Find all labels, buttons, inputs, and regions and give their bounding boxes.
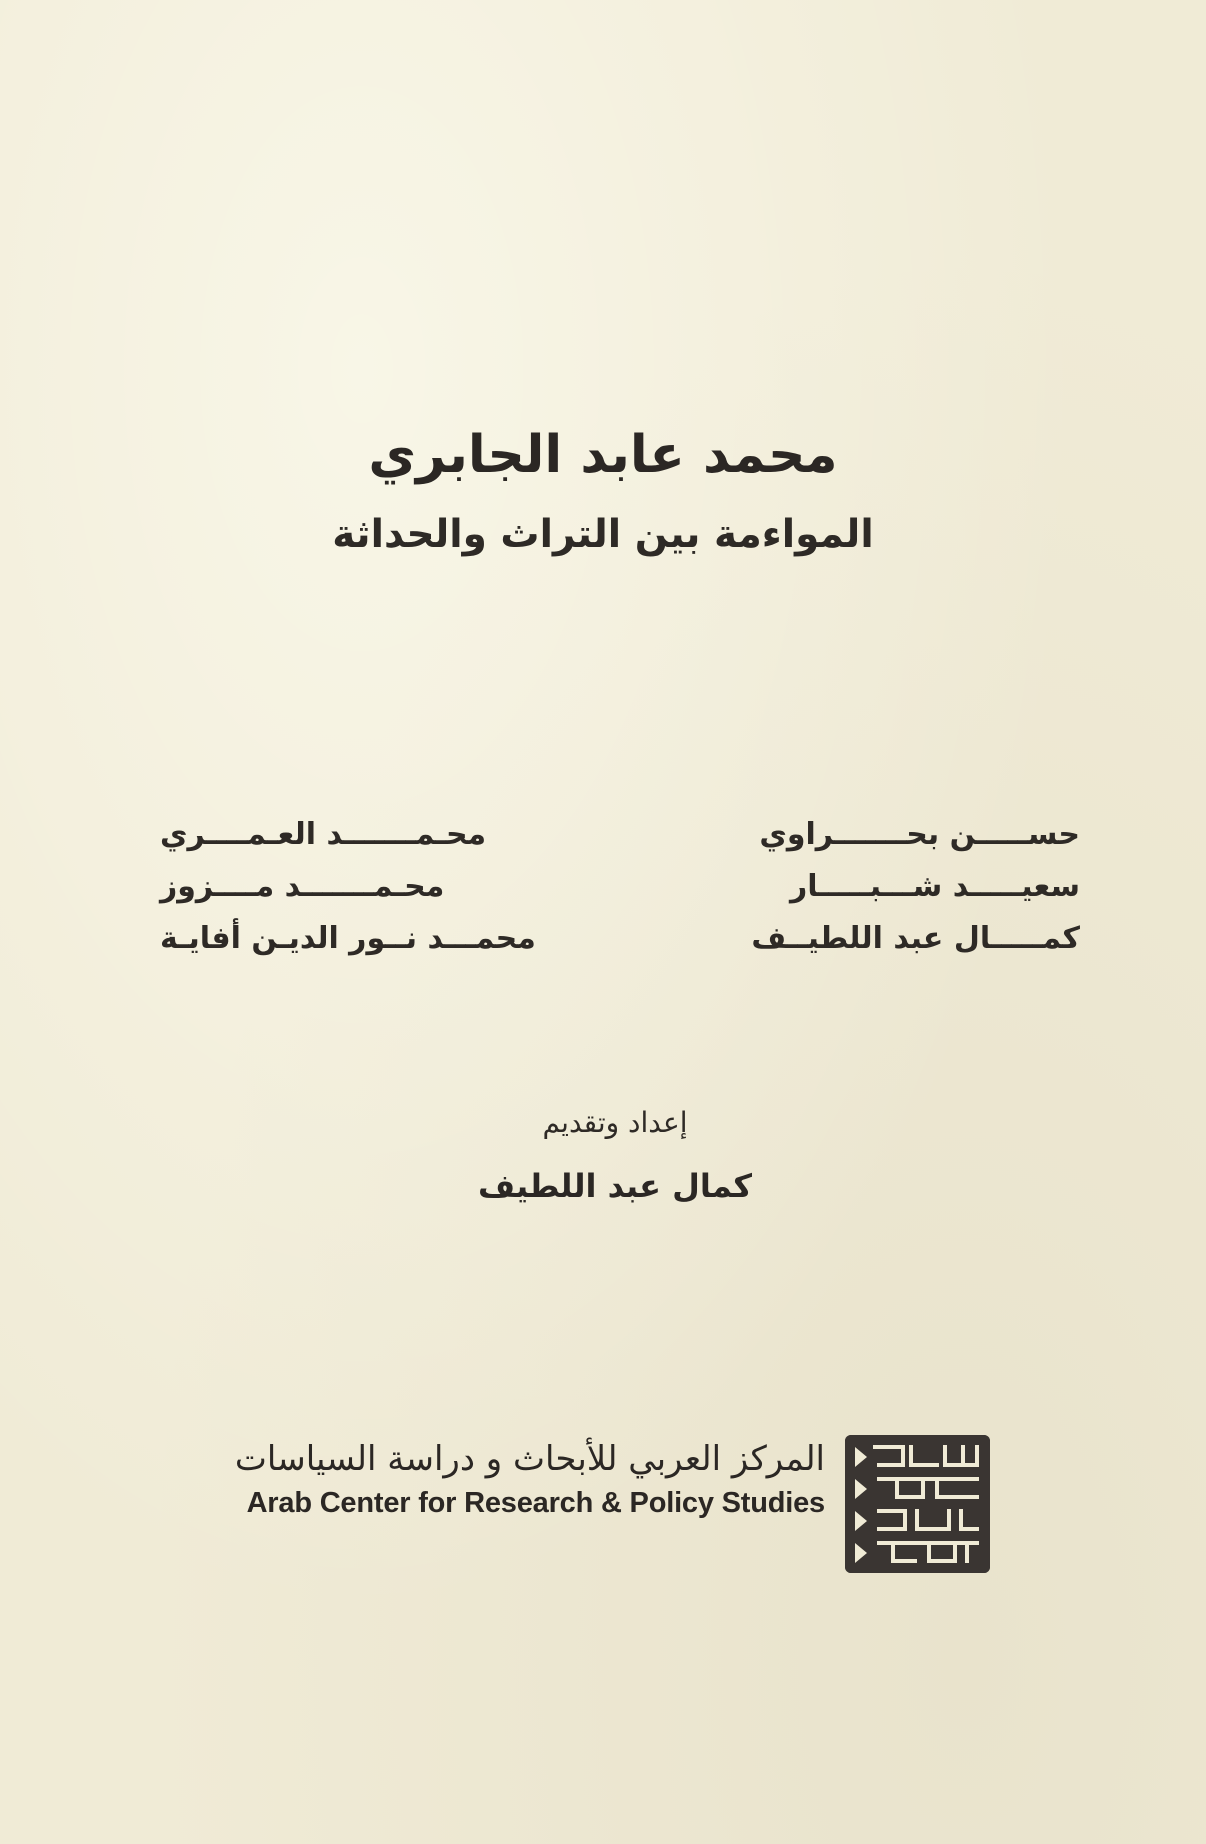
publisher-block — [230, 1435, 990, 1575]
author-name: محـمـــــــد مــــزوز — [160, 868, 445, 904]
publisher-text — [235, 1435, 825, 1520]
publisher-name-arabic: المركز العربي للأبحاث و دراسة السياسات — [234, 1439, 825, 1479]
prepared-by-label: إعداد وتقديم — [542, 1106, 688, 1139]
authors-list — [160, 808, 1080, 964]
author-row — [160, 912, 1080, 964]
author-name: كمـــــال عبد اللطيــف — [751, 920, 1080, 956]
publisher-logo-mark — [845, 1435, 990, 1573]
publisher-logo-icon — [845, 1435, 990, 1573]
author-name: محمـــد نــور الديـن أفايـة — [160, 920, 536, 956]
author-name: محـمـــــــد العـمــــري — [160, 816, 487, 852]
author-row — [160, 808, 1080, 860]
author-row — [160, 860, 1080, 912]
book-subtitle: المواءمة بين التراث والحداثة — [332, 512, 874, 557]
author-name: سعيـــــد شـــبـــــار — [789, 868, 1080, 904]
editor-name: كمال عبد اللطيف — [478, 1167, 752, 1205]
book-title: محمد عابد الجابري — [368, 425, 838, 485]
publisher-name-english: Arab Center for Research & Policy Studies — [246, 1487, 825, 1519]
author-name: حســـــن بحـــــــراوي — [759, 816, 1080, 852]
